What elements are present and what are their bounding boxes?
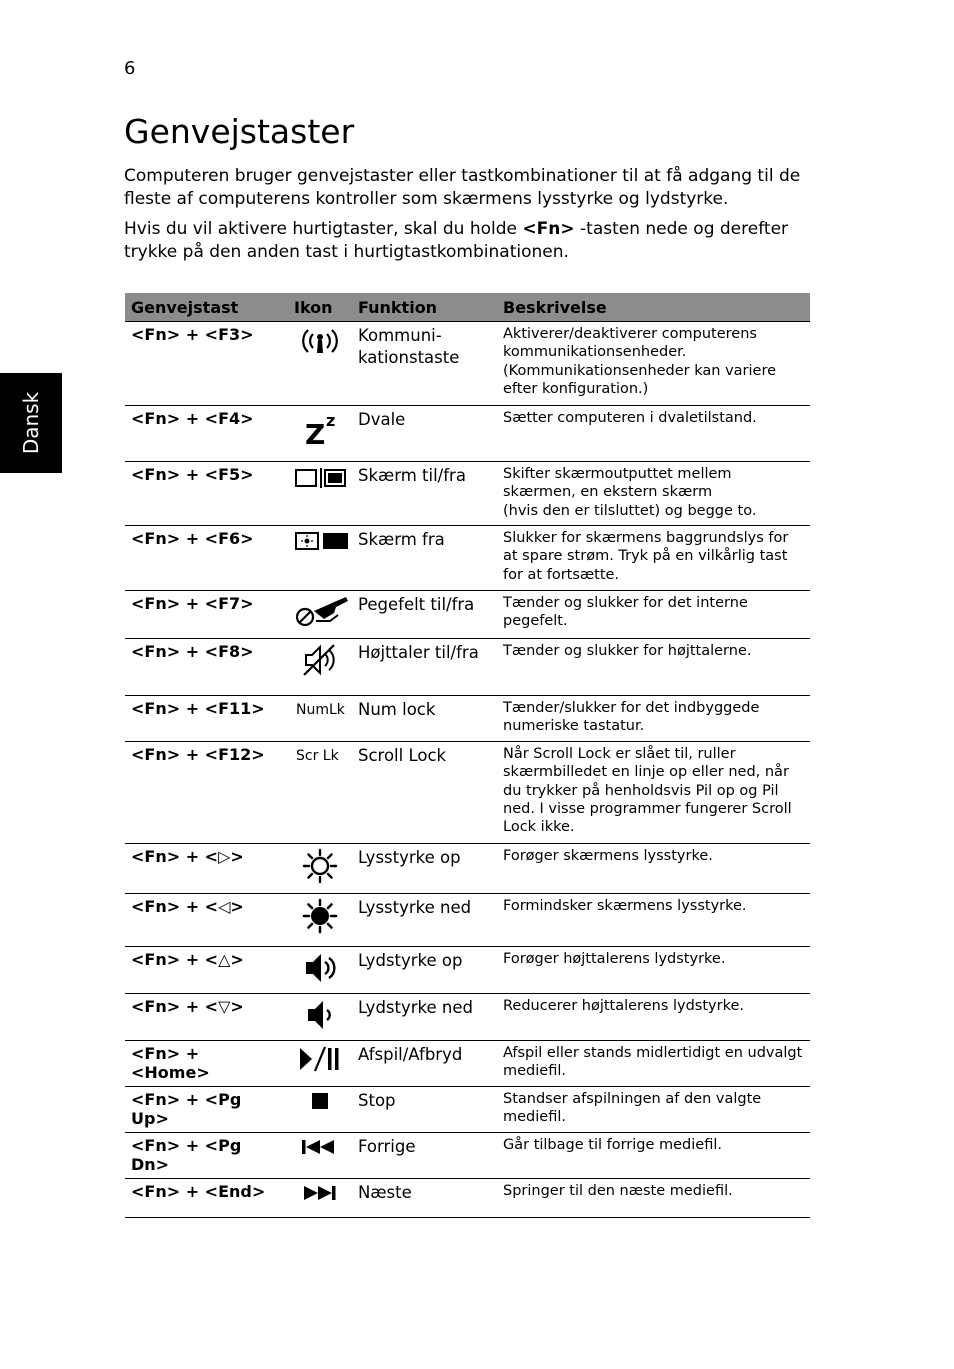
description-cell: Afspil eller stands midlertidigt en udvalgt mediefil. xyxy=(497,1041,810,1087)
page-number: 6 xyxy=(124,58,136,79)
brightness-down-icon xyxy=(302,898,338,934)
description-cell: Skifter skærmoutputtet mellem skærmen, en ekstern skærm (hvis den er tilsluttet) og begge to. xyxy=(497,462,810,526)
shortcut-cell: <Fn> + <F8> xyxy=(125,639,288,696)
scrolllock-icon: Scr Lk xyxy=(296,748,339,764)
intro-paragraph-2 xyxy=(124,218,814,264)
function-cell: Lydstyrke ned xyxy=(352,994,497,1041)
function-cell: Lysstyrke ned xyxy=(352,894,497,947)
function-cell: Kommuni- kationstaste xyxy=(352,322,497,406)
shortcut-cell: <Fn> + <F4> xyxy=(125,406,288,462)
header-icon: Ikon xyxy=(288,293,352,322)
shortcut-cell: <Fn> + <Pg Up> xyxy=(125,1087,288,1133)
icon-cell xyxy=(288,526,352,591)
description-cell: Formindsker skærmens lysstyrke. xyxy=(497,894,810,947)
icon-cell xyxy=(288,894,352,947)
sleep-icon xyxy=(300,410,340,446)
function-cell: Skærm til/fra xyxy=(352,462,497,526)
table-row xyxy=(125,639,810,696)
svg-text:z: z xyxy=(326,411,336,430)
function-cell: Dvale xyxy=(352,406,497,462)
function-cell: Forrige xyxy=(352,1133,497,1179)
table-row xyxy=(125,1041,810,1087)
table-row xyxy=(125,462,810,526)
touchpad-toggle-icon xyxy=(294,595,350,629)
function-cell: Scroll Lock xyxy=(352,742,497,844)
table-row xyxy=(125,1133,810,1179)
icon-cell xyxy=(288,639,352,696)
page-title: Genvejstaster xyxy=(124,112,355,151)
description-cell: Tænder/slukker for det indbyggede numeriske tastatur. xyxy=(497,696,810,742)
table-row xyxy=(125,696,810,742)
table-row xyxy=(125,526,810,591)
description-cell: Sætter computeren i dvaletilstand. xyxy=(497,406,810,462)
function-cell: Afspil/Afbryd xyxy=(352,1041,497,1087)
function-cell: Lydstyrke op xyxy=(352,947,497,994)
shortcut-cell: <Fn> + <◁> xyxy=(125,894,288,947)
icon-cell xyxy=(288,591,352,639)
previous-icon xyxy=(300,1137,340,1157)
icon-cell xyxy=(288,406,352,462)
description-cell: Tænder og slukker for højttalerne. xyxy=(497,639,810,696)
icon-cell xyxy=(288,322,352,406)
table-row xyxy=(125,742,810,844)
description-cell: Aktiverer/deaktiverer computerens kommunikationsenheder. (Kommunikationsenheder kan variere efter konfiguration.) xyxy=(497,322,810,406)
function-cell: Højttaler til/fra xyxy=(352,639,497,696)
description-cell: Springer til den næste mediefil. xyxy=(497,1179,810,1218)
speaker-mute-icon xyxy=(300,643,340,677)
next-icon xyxy=(300,1183,340,1203)
icon-cell xyxy=(288,1179,352,1218)
description-cell: Tænder og slukker for det interne pegefelt. xyxy=(497,591,810,639)
icon-cell xyxy=(288,947,352,994)
shortcut-cell: <Fn> + <Pg Dn> xyxy=(125,1133,288,1179)
icon-cell xyxy=(288,1041,352,1087)
icon-cell xyxy=(288,1087,352,1133)
numlock-icon: NumLk xyxy=(296,702,345,718)
hotkey-table xyxy=(125,293,810,1218)
table-row xyxy=(125,894,810,947)
function-cell: Skærm fra xyxy=(352,526,497,591)
svg-text:Z: Z xyxy=(305,418,326,446)
brightness-up-icon xyxy=(302,848,338,884)
table-row xyxy=(125,406,810,462)
shortcut-cell: <Fn> + <F3> xyxy=(125,322,288,406)
volume-down-icon xyxy=(302,998,338,1032)
fn-key-label: <Fn> xyxy=(522,219,575,239)
volume-up-icon xyxy=(302,951,338,985)
shortcut-cell: <Fn> + <Home> xyxy=(125,1041,288,1087)
icon-cell xyxy=(288,462,352,526)
play-pause-icon xyxy=(297,1045,343,1073)
icon-cell xyxy=(288,742,352,844)
icon-cell xyxy=(288,1133,352,1179)
shortcut-cell: <Fn> + <End> xyxy=(125,1179,288,1218)
icon-cell xyxy=(288,994,352,1041)
shortcut-cell: <Fn> + <▷> xyxy=(125,844,288,894)
description-cell: Forøger højttalerens lydstyrke. xyxy=(497,947,810,994)
table-row xyxy=(125,947,810,994)
table-row xyxy=(125,1179,810,1218)
shortcut-cell: <Fn> + <F5> xyxy=(125,462,288,526)
icon-cell xyxy=(288,696,352,742)
display-toggle-icon xyxy=(294,466,348,490)
table-header-row xyxy=(125,293,810,322)
header-function: Funktion xyxy=(352,293,497,322)
table-row xyxy=(125,591,810,639)
language-tab-label: Dansk xyxy=(19,391,43,455)
intro-text-after: -tasten nede og derefter trykke på den anden tast i hurtigtastkombinationen. xyxy=(124,219,789,262)
shortcut-cell: <Fn> + <F6> xyxy=(125,526,288,591)
description-cell: Forøger skærmens lysstyrke. xyxy=(497,844,810,894)
icon-cell xyxy=(288,844,352,894)
table-row xyxy=(125,994,810,1041)
table-row xyxy=(125,1087,810,1133)
description-cell: Reducerer højttalerens lydstyrke. xyxy=(497,994,810,1041)
screen-off-icon xyxy=(294,530,350,552)
function-cell: Num lock xyxy=(352,696,497,742)
intro-paragraph-1: Computeren bruger genvejstaster eller tastkombinationer til at få adgang til de fleste af computerens kontroller som skærmens lysstyrke og lydstyrke. xyxy=(124,166,801,209)
shortcut-cell: <Fn> + <F12> xyxy=(125,742,288,844)
header-description: Beskrivelse xyxy=(497,293,810,322)
wireless-icon xyxy=(300,326,340,356)
function-cell: Lysstyrke op xyxy=(352,844,497,894)
shortcut-cell: <Fn> + <F7> xyxy=(125,591,288,639)
description-cell: Slukker for skærmens baggrundslys for at spare strøm. Tryk på en vilkårlig tast for at fortsætte. xyxy=(497,526,810,591)
stop-icon xyxy=(310,1091,330,1111)
description-cell: Går tilbage til forrige mediefil. xyxy=(497,1133,810,1179)
function-cell: Stop xyxy=(352,1087,497,1133)
function-cell: Pegefelt til/fra xyxy=(352,591,497,639)
description-cell: Når Scroll Lock er slået til, ruller skærmbilledet en linje op eller ned, når du trykker på henholdsvis Pil op og Pil ned. I visse programmer fungerer Scroll Lock ikke. xyxy=(497,742,810,844)
language-tab xyxy=(0,373,62,473)
table-row xyxy=(125,844,810,894)
description-cell: Standser afspilningen af den valgte mediefil. xyxy=(497,1087,810,1133)
header-shortcut: Genvejstast xyxy=(125,293,288,322)
shortcut-cell: <Fn> + <▽> xyxy=(125,994,288,1041)
intro-text-before: Hvis du vil aktivere hurtigtaster, skal du holde xyxy=(124,219,523,239)
shortcut-cell: <Fn> + <△> xyxy=(125,947,288,994)
shortcut-cell: <Fn> + <F11> xyxy=(125,696,288,742)
table-row xyxy=(125,322,810,406)
function-cell: Næste xyxy=(352,1179,497,1218)
